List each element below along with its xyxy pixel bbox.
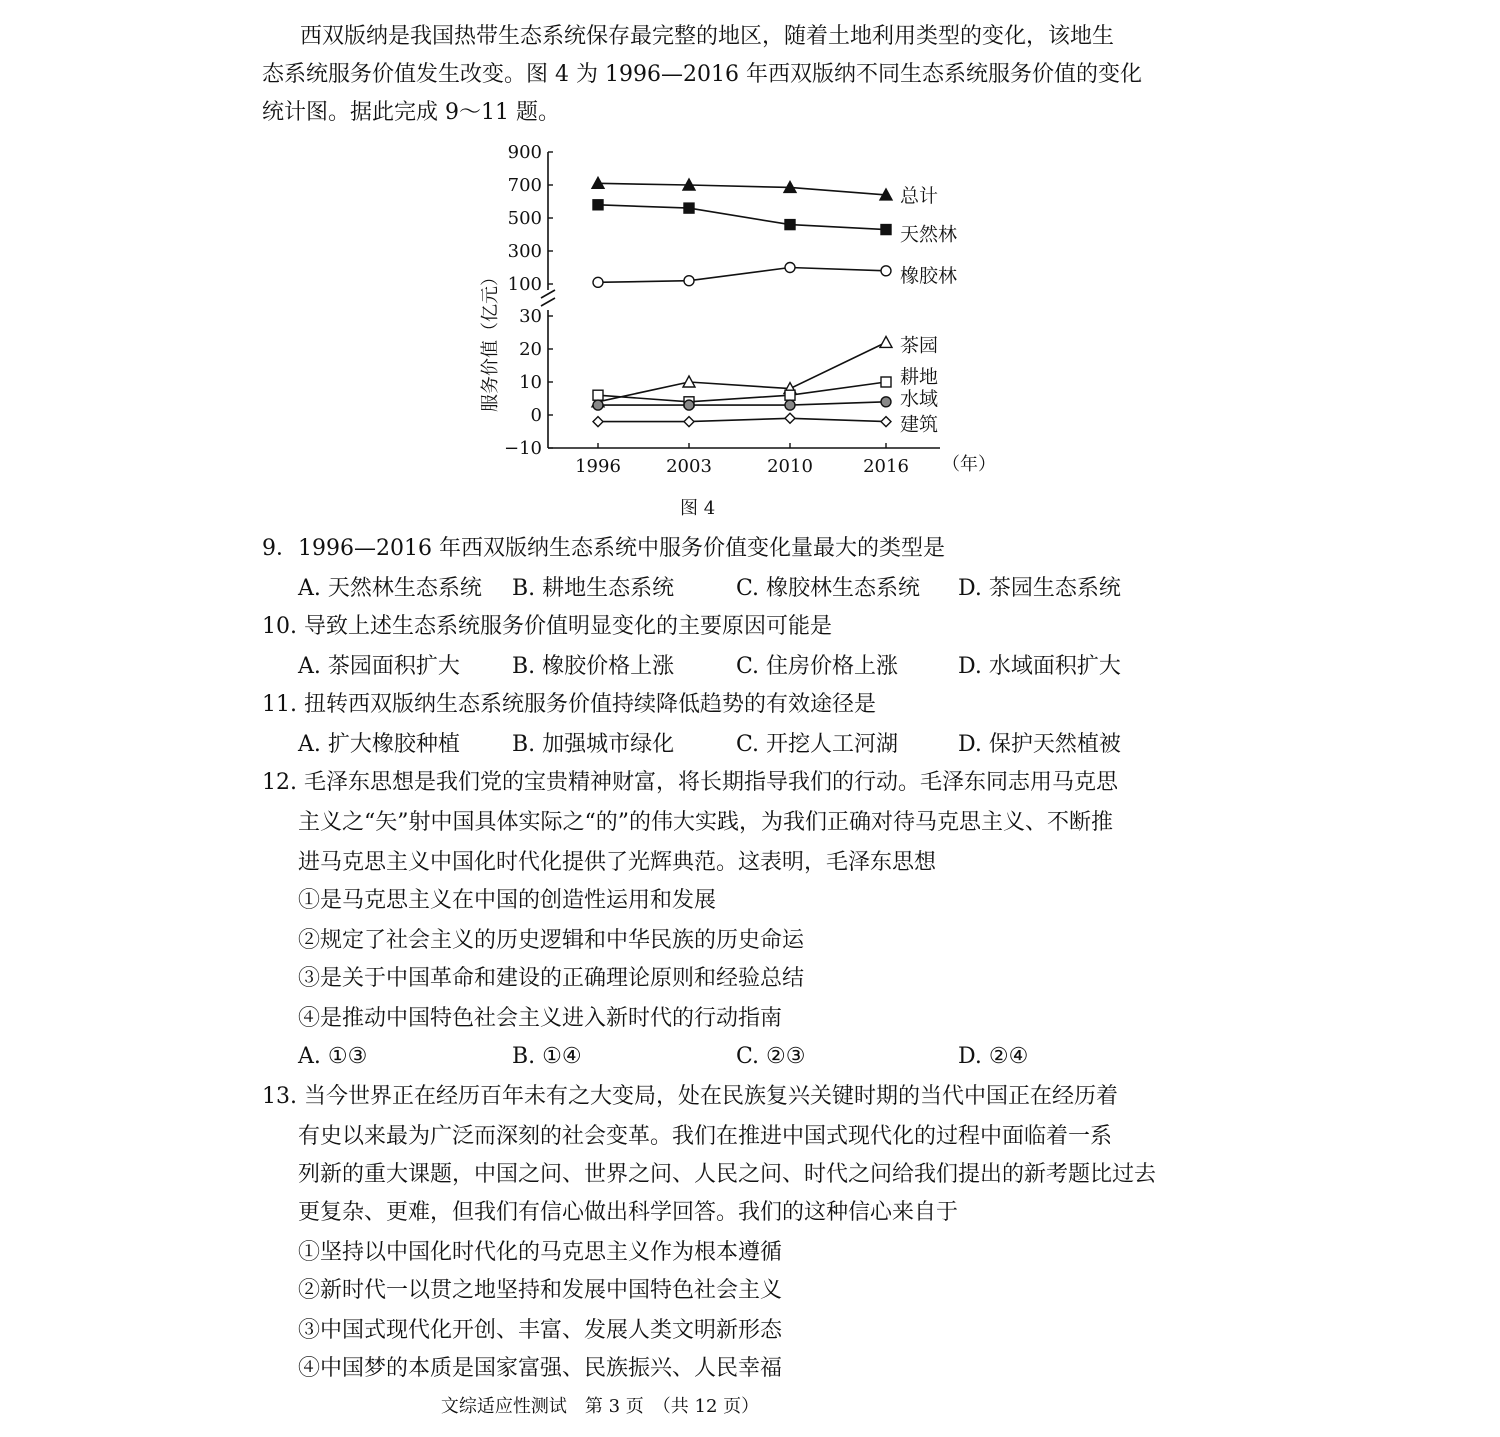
y-tick-label: 0 <box>530 405 542 426</box>
intro-line-1: 西双版纳是我国热带生态系统保存最完整的地区，随着土地利用类型的变化，该地生 <box>300 24 1115 49</box>
series-line <box>598 418 886 421</box>
intro-line-2: 态系统服务价值发生改变。图 4 为 1996—2016 年西双版纳不同生态系统服务价值的变化 <box>262 62 1142 87</box>
q12-stem-line-2: 主义之“矢”射中国具体实际之“的”的伟大实践，为我们正确对待马克思主义、不断推 <box>298 810 1113 835</box>
q12-item-3: ③是关于中国革命和建设的正确理论原则和经验总结 <box>298 966 805 991</box>
y-tick-label: 900 <box>507 142 542 163</box>
y-tick-label: 20 <box>519 339 542 360</box>
q12-item-4: ④是推动中国特色社会主义进入新时代的行动指南 <box>298 1006 783 1031</box>
y-tick-label: 300 <box>507 241 542 262</box>
series-label: 建筑 <box>900 413 939 436</box>
q13-stem-line-4: 更复杂、更难，但我们有信心做出科学回答。我们的这种信心来自于 <box>298 1200 959 1225</box>
data-point <box>593 390 603 400</box>
q13-item-4: ④中国梦的本质是国家富强、民族振兴、人民幸福 <box>298 1356 783 1381</box>
series-line <box>598 205 886 230</box>
x-tick-label: 2003 <box>666 456 712 477</box>
data-point <box>684 400 694 410</box>
x-axis-label: （年） <box>942 454 996 475</box>
y-tick-label: 10 <box>519 372 542 393</box>
y-tick-label: 100 <box>507 274 542 295</box>
series-label: 水域 <box>900 387 939 410</box>
series-label: 天然林 <box>900 223 958 246</box>
data-point <box>881 266 891 276</box>
q9-option-c[interactable]: C. 橡胶林生态系统 <box>736 576 921 601</box>
q10-option-a[interactable]: A. 茶园面积扩大 <box>298 654 460 679</box>
data-point <box>785 400 795 410</box>
q12-item-2: ②规定了社会主义的历史逻辑和中华民族的历史命运 <box>298 928 805 953</box>
x-tick-label: 1996 <box>575 456 621 477</box>
page-footer: 文综适应性测试 第 3 页 （共 12 页） <box>440 1396 760 1417</box>
q13-item-2: ②新时代一以贯之地坚持和发展中国特色社会主义 <box>298 1278 783 1303</box>
q10-option-d[interactable]: D. 水域面积扩大 <box>958 654 1121 679</box>
data-point <box>881 397 891 407</box>
q13-stem-line-1: 13. 当今世界正在经历百年未有之大变局，处在民族复兴关键时期的当代中国正在经历着 <box>262 1084 1118 1109</box>
ecosystem-value-chart <box>470 140 996 480</box>
x-tick-label: 2016 <box>863 456 909 477</box>
q9-stem: 9．1996—2016 年西双版纳生态系统中服务价值变化量最大的类型是 <box>262 536 945 561</box>
data-point <box>593 200 603 210</box>
data-point <box>684 203 694 213</box>
q11-option-b[interactable]: B. 加强城市绿化 <box>512 732 675 757</box>
data-point <box>593 277 603 287</box>
y-tick-label: 700 <box>507 175 542 196</box>
y-tick-label: −10 <box>504 438 542 459</box>
data-point <box>881 417 891 427</box>
q12-option-a[interactable]: A. ①③ <box>298 1044 368 1069</box>
q10-option-c[interactable]: C. 住房价格上涨 <box>736 654 899 679</box>
figure-caption: 图 4 <box>680 498 716 519</box>
q12-stem-line-1: 12. 毛泽东思想是我们党的宝贵精神财富，将长期指导我们的行动。毛泽东同志用马克思 <box>262 770 1118 795</box>
data-point <box>881 377 891 387</box>
series-line <box>598 183 886 195</box>
data-point <box>593 417 603 427</box>
q12-option-c[interactable]: C. ②③ <box>736 1044 806 1069</box>
q12-option-b[interactable]: B. ①④ <box>512 1044 582 1069</box>
q13-item-3: ③中国式现代化开创、丰富、发展人类文明新形态 <box>298 1318 783 1343</box>
data-point <box>593 400 603 410</box>
data-point <box>684 276 694 286</box>
chart-ylabel: 服务价值（亿元） <box>480 268 501 412</box>
q9-option-d[interactable]: D. 茶园生态系统 <box>958 576 1121 601</box>
q10-option-b[interactable]: B. 橡胶价格上涨 <box>512 654 675 679</box>
q11-option-c[interactable]: C. 开挖人工河湖 <box>736 732 899 757</box>
series-line <box>598 402 886 405</box>
q10-stem: 10. 导致上述生态系统服务价值明显变化的主要原因可能是 <box>262 614 832 639</box>
x-tick-label: 2010 <box>767 456 813 477</box>
data-point <box>880 336 892 347</box>
q13-stem-line-2: 有史以来最为广泛而深刻的社会变革。我们在推进中国式现代化的过程中面临着一系 <box>298 1124 1113 1149</box>
y-tick-label: 500 <box>507 208 542 229</box>
intro-line-3: 统计图。据此完成 9～11 题。 <box>262 100 560 125</box>
data-point <box>785 220 795 230</box>
series-line <box>598 342 886 401</box>
q11-option-a[interactable]: A. 扩大橡胶种植 <box>298 732 460 757</box>
y-tick-label: 30 <box>519 306 542 327</box>
q9-option-a[interactable]: A. 天然林生态系统 <box>298 576 482 601</box>
series-label: 总计 <box>900 184 939 207</box>
q11-option-d[interactable]: D. 保护天然植被 <box>958 732 1121 757</box>
data-point <box>684 417 694 427</box>
series-label: 茶园 <box>900 334 939 357</box>
q12-stem-line-3: 进马克思主义中国化时代化提供了光辉典范。这表明，毛泽东思想 <box>298 850 937 875</box>
q9-option-b[interactable]: B. 耕地生态系统 <box>512 576 675 601</box>
series-line <box>598 268 886 283</box>
q12-option-d[interactable]: D. ②④ <box>958 1044 1029 1069</box>
q12-item-1: ①是马克思主义在中国的创造性运用和发展 <box>298 888 717 913</box>
axis-break-mark-1 <box>541 290 555 298</box>
q13-stem-line-3: 列新的重大课题，中国之问、世界之问、人民之问、时代之问给我们提出的新考题比过去 <box>298 1162 1157 1187</box>
q13-item-1: ①坚持以中国化时代化的马克思主义作为根本遵循 <box>298 1240 783 1265</box>
series-label: 耕地 <box>900 366 939 388</box>
data-point <box>785 390 795 400</box>
q11-stem: 11. 扭转西双版纳生态系统服务价值持续降低趋势的有效途径是 <box>262 692 876 717</box>
data-point <box>785 263 795 273</box>
data-point <box>881 225 891 235</box>
axis-break-mark-2 <box>541 298 555 306</box>
data-point <box>785 413 795 423</box>
series-label: 橡胶林 <box>900 264 958 287</box>
